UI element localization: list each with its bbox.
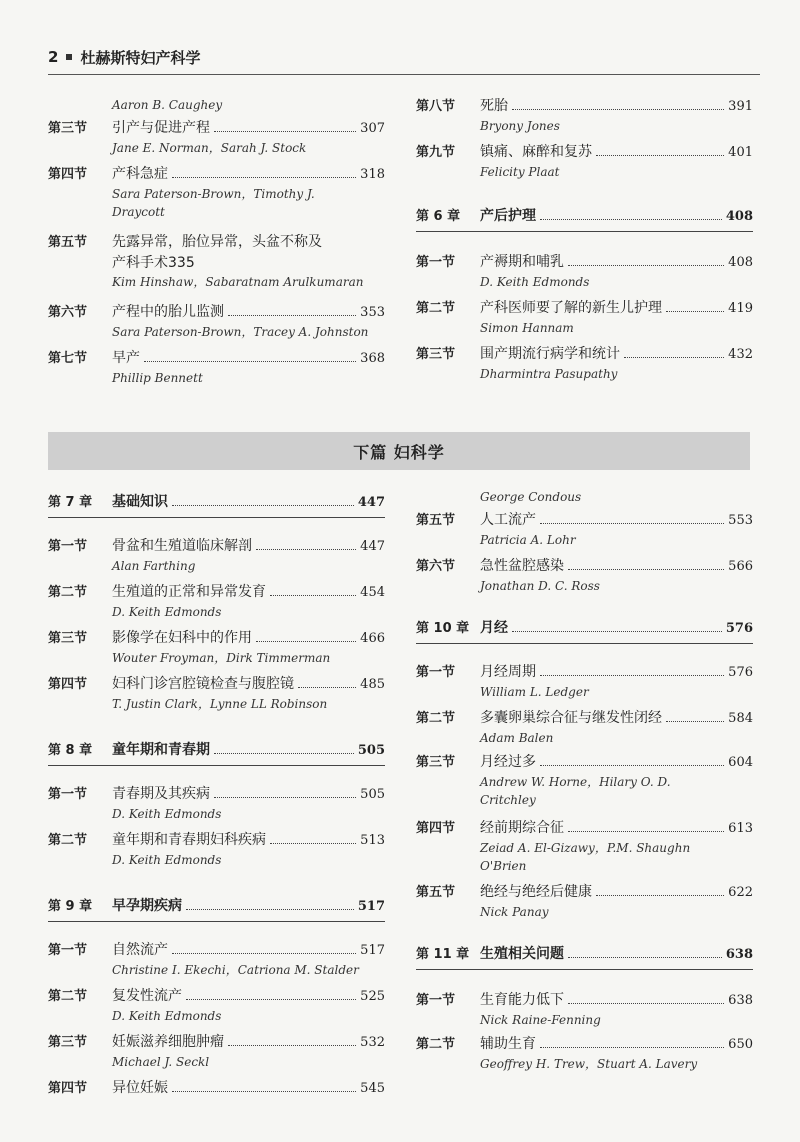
section-number: 第四节 — [48, 167, 88, 182]
toc-entry — [416, 96, 753, 135]
leader-dots — [568, 831, 724, 832]
toc-entry — [48, 628, 385, 667]
toc-entry — [48, 118, 385, 157]
section-number: 第一节 — [48, 539, 88, 554]
chapter-entry — [416, 618, 753, 644]
page-ref: 525 — [360, 989, 385, 1004]
section-number: 第二节 — [416, 301, 456, 316]
leader-dots — [512, 631, 722, 632]
toc-entry — [48, 830, 385, 869]
section-title: 引产与促进产程 — [112, 120, 210, 136]
leader-dots — [214, 753, 354, 754]
author: Andrew W. Horne，Hilary O. D. — [480, 775, 671, 789]
leader-dots — [666, 721, 724, 722]
chapter-title: 生殖相关问题 — [480, 946, 564, 962]
leader-dots — [568, 957, 722, 958]
author: Christine I. Ekechi，Catriona M. Stalder — [112, 963, 359, 977]
section-title: 月经过多 — [480, 754, 536, 770]
leader-dots — [512, 109, 724, 110]
page-ref: 584 — [728, 711, 753, 726]
toc-entry — [48, 582, 385, 621]
chapter-title: 月经 — [480, 620, 508, 636]
page-ref: 604 — [728, 755, 753, 770]
chapter-entry — [416, 944, 753, 970]
page-ref: 447 — [360, 539, 385, 554]
section-number: 第三节 — [416, 755, 456, 770]
leader-dots — [228, 315, 356, 316]
chapter-entry — [48, 740, 385, 766]
page-ref: 545 — [360, 1081, 385, 1096]
section-title: 影像学在妇科中的作用 — [112, 630, 252, 646]
page-ref: 335 — [168, 255, 195, 271]
page-ref: 517 — [357, 899, 385, 914]
chapter-title: 产后护理 — [480, 208, 536, 224]
leader-dots — [624, 357, 724, 358]
page-ref: 432 — [728, 347, 753, 362]
section-number: 第一节 — [48, 943, 88, 958]
section-number: 第四节 — [48, 1081, 88, 1096]
leader-dots — [172, 177, 356, 178]
toc-entry — [416, 752, 753, 809]
section-number: 第一节 — [48, 787, 88, 802]
toc-entry — [416, 298, 753, 337]
leader-dots — [270, 595, 356, 596]
chapter-entry — [48, 492, 385, 518]
leader-dots — [144, 361, 356, 362]
chapter-title: 早孕期疾病 — [112, 898, 182, 914]
leader-dots — [298, 687, 356, 688]
author: William L. Ledger — [480, 685, 589, 699]
section-title: 童年期和青春期妇科疾病 — [112, 832, 266, 848]
page-ref: 517 — [360, 943, 385, 958]
section-title: 人工流产 — [480, 512, 536, 528]
section-number: 第三节 — [416, 347, 456, 362]
section-title: 青春期及其疾病 — [112, 786, 210, 802]
leader-dots — [172, 1091, 356, 1092]
author: Phillip Bennett — [112, 371, 203, 385]
lead-author-row — [416, 488, 753, 506]
author: Adam Balen — [480, 731, 554, 745]
section-title: 异位妊娠 — [112, 1080, 168, 1096]
author: Kim Hinshaw，Sabaratnam Arulkumaran — [112, 275, 364, 289]
leader-dots — [568, 265, 724, 266]
section-number: 第五节 — [416, 513, 456, 528]
page-ref: 419 — [728, 301, 753, 316]
leader-dots — [172, 953, 356, 954]
section-number: 第一节 — [416, 665, 456, 680]
author: Jane E. Norman，Sarah J. Stock — [112, 141, 307, 155]
page-ref: 505 — [357, 743, 385, 758]
section-title: 产程中的胎儿监测 — [112, 304, 224, 320]
book-title: 杜赫斯特妇产科学 — [80, 48, 201, 67]
page-ref: 353 — [360, 305, 385, 320]
author: T. Justin Clark，Lynne LL Robinson — [112, 697, 328, 711]
author-continued: Draycott — [112, 205, 165, 219]
leader-dots — [186, 909, 354, 910]
author: Wouter Froyman，Dirk Timmerman — [112, 651, 331, 665]
page-ref: 485 — [360, 677, 385, 692]
section-title: 生育能力低下 — [480, 992, 564, 1008]
chapter-number: 第 6 章 — [416, 209, 461, 224]
leader-dots — [270, 843, 356, 844]
author: Bryony Jones — [480, 119, 560, 133]
section-number: 第八节 — [416, 99, 456, 114]
section-title: 月经周期 — [480, 664, 536, 680]
leader-dots — [214, 797, 356, 798]
section-number: 第一节 — [416, 255, 456, 270]
toc-entry — [416, 818, 753, 875]
toc-entry — [416, 1034, 753, 1073]
page-ref: 566 — [728, 559, 753, 574]
section-title: 妊娠滋养细胞肿瘤 — [112, 1034, 224, 1050]
section-number: 第二节 — [416, 711, 456, 726]
section-title: 复发性流产 — [112, 988, 182, 1004]
section-title: 死胎 — [480, 98, 508, 114]
square-bullet-icon — [66, 54, 72, 60]
leader-dots — [596, 155, 724, 156]
section-number: 第三节 — [48, 631, 88, 646]
leader-dots — [228, 1045, 356, 1046]
page-ref: 513 — [360, 833, 385, 848]
section-title: 生殖道的正常和异常发育 — [112, 584, 266, 600]
page-ref: 576 — [728, 665, 753, 680]
section-number: 第一节 — [416, 993, 456, 1008]
page-ref: 553 — [728, 513, 753, 528]
author: Dharmintra Pasupathy — [480, 367, 618, 381]
chapter-number: 第 8 章 — [48, 743, 93, 758]
author: George Condous — [480, 490, 582, 504]
part-heading: 下篇 妇科学 — [48, 432, 750, 470]
toc-entry — [416, 556, 753, 595]
page-number: 2 — [48, 48, 59, 66]
section-number: 第三节 — [48, 1035, 88, 1050]
author: Nick Panay — [480, 905, 549, 919]
leader-dots — [256, 549, 356, 550]
section-title: 绝经与绝经后健康 — [480, 884, 592, 900]
page-ref: 650 — [728, 1037, 753, 1052]
section-title: 产科急症 — [112, 166, 168, 182]
section-number: 第二节 — [48, 585, 88, 600]
chapter-number: 第 9 章 — [48, 899, 93, 914]
chapter-number: 第 7 章 — [48, 495, 93, 510]
leader-dots — [186, 999, 356, 1000]
author: D. Keith Edmonds — [112, 605, 222, 619]
leader-dots — [540, 219, 722, 220]
toc-entry — [416, 142, 753, 181]
toc-entry — [416, 708, 753, 747]
leader-dots — [596, 895, 724, 896]
page-ref: 505 — [360, 787, 385, 802]
toc-entry — [416, 252, 753, 291]
toc-entry — [48, 1032, 385, 1071]
section-title: 妇科门诊宫腔镜检查与腹腔镜 — [112, 676, 294, 692]
leader-dots — [540, 1047, 724, 1048]
author: Zeiad A. El-Gizawy，P.M. Shaughn — [480, 841, 691, 855]
section-title: 围产期流行病学和统计 — [480, 346, 620, 362]
leader-dots — [568, 569, 724, 570]
section-title: 经前期综合征 — [480, 820, 564, 836]
author: D. Keith Edmonds — [112, 853, 222, 867]
section-title-continued: 产科手术 — [112, 255, 168, 271]
author: D. Keith Edmonds — [112, 1009, 222, 1023]
section-title: 多囊卵巢综合征与继发性闭经 — [480, 710, 662, 726]
author: Nick Raine-Fenning — [480, 1013, 601, 1027]
page-ref: 368 — [360, 351, 385, 366]
leader-dots — [568, 1003, 724, 1004]
chapter-entry — [416, 206, 753, 232]
author: Simon Hannam — [480, 321, 574, 335]
chapter-number: 第 11 章 — [416, 947, 470, 962]
author: Michael J. Seckl — [112, 1055, 210, 1069]
leader-dots — [666, 311, 724, 312]
section-title: 自然流产 — [112, 942, 168, 958]
section-title: 产科医师要了解的新生儿护理 — [480, 300, 662, 316]
page-ref: 638 — [728, 993, 753, 1008]
section-number: 第二节 — [416, 1037, 456, 1052]
leader-dots — [540, 523, 724, 524]
page-ref: 391 — [728, 99, 753, 114]
section-number: 第三节 — [48, 121, 88, 136]
page-ref: 408 — [728, 255, 753, 270]
author-continued: O'Brien — [480, 859, 527, 873]
toc-entry — [48, 536, 385, 575]
toc-entry — [416, 882, 753, 921]
section-title: 先露异常，胎位异常，头盆不称及 — [112, 234, 322, 250]
leader-dots — [172, 505, 354, 506]
section-title: 产褥期和哺乳 — [480, 254, 564, 270]
section-number: 第四节 — [416, 821, 456, 836]
toc-entry — [48, 302, 385, 341]
toc-entry — [416, 344, 753, 383]
section-title: 早产 — [112, 350, 140, 366]
author: Sara Paterson-Brown，Tracey A. Johnston — [112, 325, 369, 339]
chapter-number: 第 10 章 — [416, 621, 470, 636]
toc-entry — [416, 662, 753, 701]
section-number: 第二节 — [48, 833, 88, 848]
author: Alan Farthing — [112, 559, 196, 573]
toc-entry — [48, 986, 385, 1025]
page-ref: 401 — [728, 145, 753, 160]
section-title: 镇痛、麻醉和复苏 — [480, 144, 592, 160]
page-ref: 576 — [725, 621, 753, 636]
section-number: 第五节 — [48, 235, 88, 250]
author: Jonathan D. C. Ross — [480, 579, 600, 593]
chapter-title: 基础知识 — [112, 494, 168, 510]
toc-entry — [48, 232, 385, 291]
section-title: 辅助生育 — [480, 1036, 536, 1052]
leader-dots — [214, 131, 356, 132]
toc-entry — [48, 348, 385, 387]
leader-dots — [256, 641, 356, 642]
author: D. Keith Edmonds — [112, 807, 222, 821]
author: Patricia A. Lohr — [480, 533, 576, 547]
page-ref: 454 — [360, 585, 385, 600]
toc-entry — [48, 674, 385, 713]
section-number: 第五节 — [416, 885, 456, 900]
page-ref: 613 — [728, 821, 753, 836]
section-title: 骨盆和生殖道临床解剖 — [112, 538, 252, 554]
section-number: 第二节 — [48, 989, 88, 1004]
author: Sara Paterson-Brown，Timothy J. — [112, 187, 315, 201]
author-continued: Critchley — [480, 793, 536, 807]
leader-dots — [540, 765, 724, 766]
section-number: 第九节 — [416, 145, 456, 160]
section-title: 急性盆腔感染 — [480, 558, 564, 574]
toc-entry — [48, 784, 385, 823]
page-ref: 532 — [360, 1035, 385, 1050]
page-ref: 447 — [357, 495, 385, 510]
page-ref: 466 — [360, 631, 385, 646]
toc-entry — [416, 510, 753, 549]
author: Geoffrey H. Trew，Stuart A. Lavery — [480, 1057, 698, 1071]
leader-dots — [540, 675, 724, 676]
author: D. Keith Edmonds — [480, 275, 590, 289]
toc-entry — [48, 940, 385, 979]
chapter-title: 童年期和青春期 — [112, 742, 210, 758]
chapter-entry — [48, 896, 385, 922]
page-ref: 307 — [360, 121, 385, 136]
toc-entry — [48, 1078, 385, 1099]
page-ref: 408 — [725, 209, 753, 224]
toc-entry — [416, 990, 753, 1029]
author: Felicity Plaat — [480, 165, 560, 179]
author: Aaron B. Caughey — [112, 98, 223, 112]
section-number: 第七节 — [48, 351, 88, 366]
lead-author-row — [48, 96, 385, 114]
page-ref: 622 — [728, 885, 753, 900]
page-ref: 638 — [725, 947, 753, 962]
toc-entry — [48, 164, 385, 221]
page-header — [48, 40, 760, 75]
section-number: 第六节 — [416, 559, 456, 574]
section-number: 第四节 — [48, 677, 88, 692]
page-ref: 318 — [360, 167, 385, 182]
section-number: 第六节 — [48, 305, 88, 320]
